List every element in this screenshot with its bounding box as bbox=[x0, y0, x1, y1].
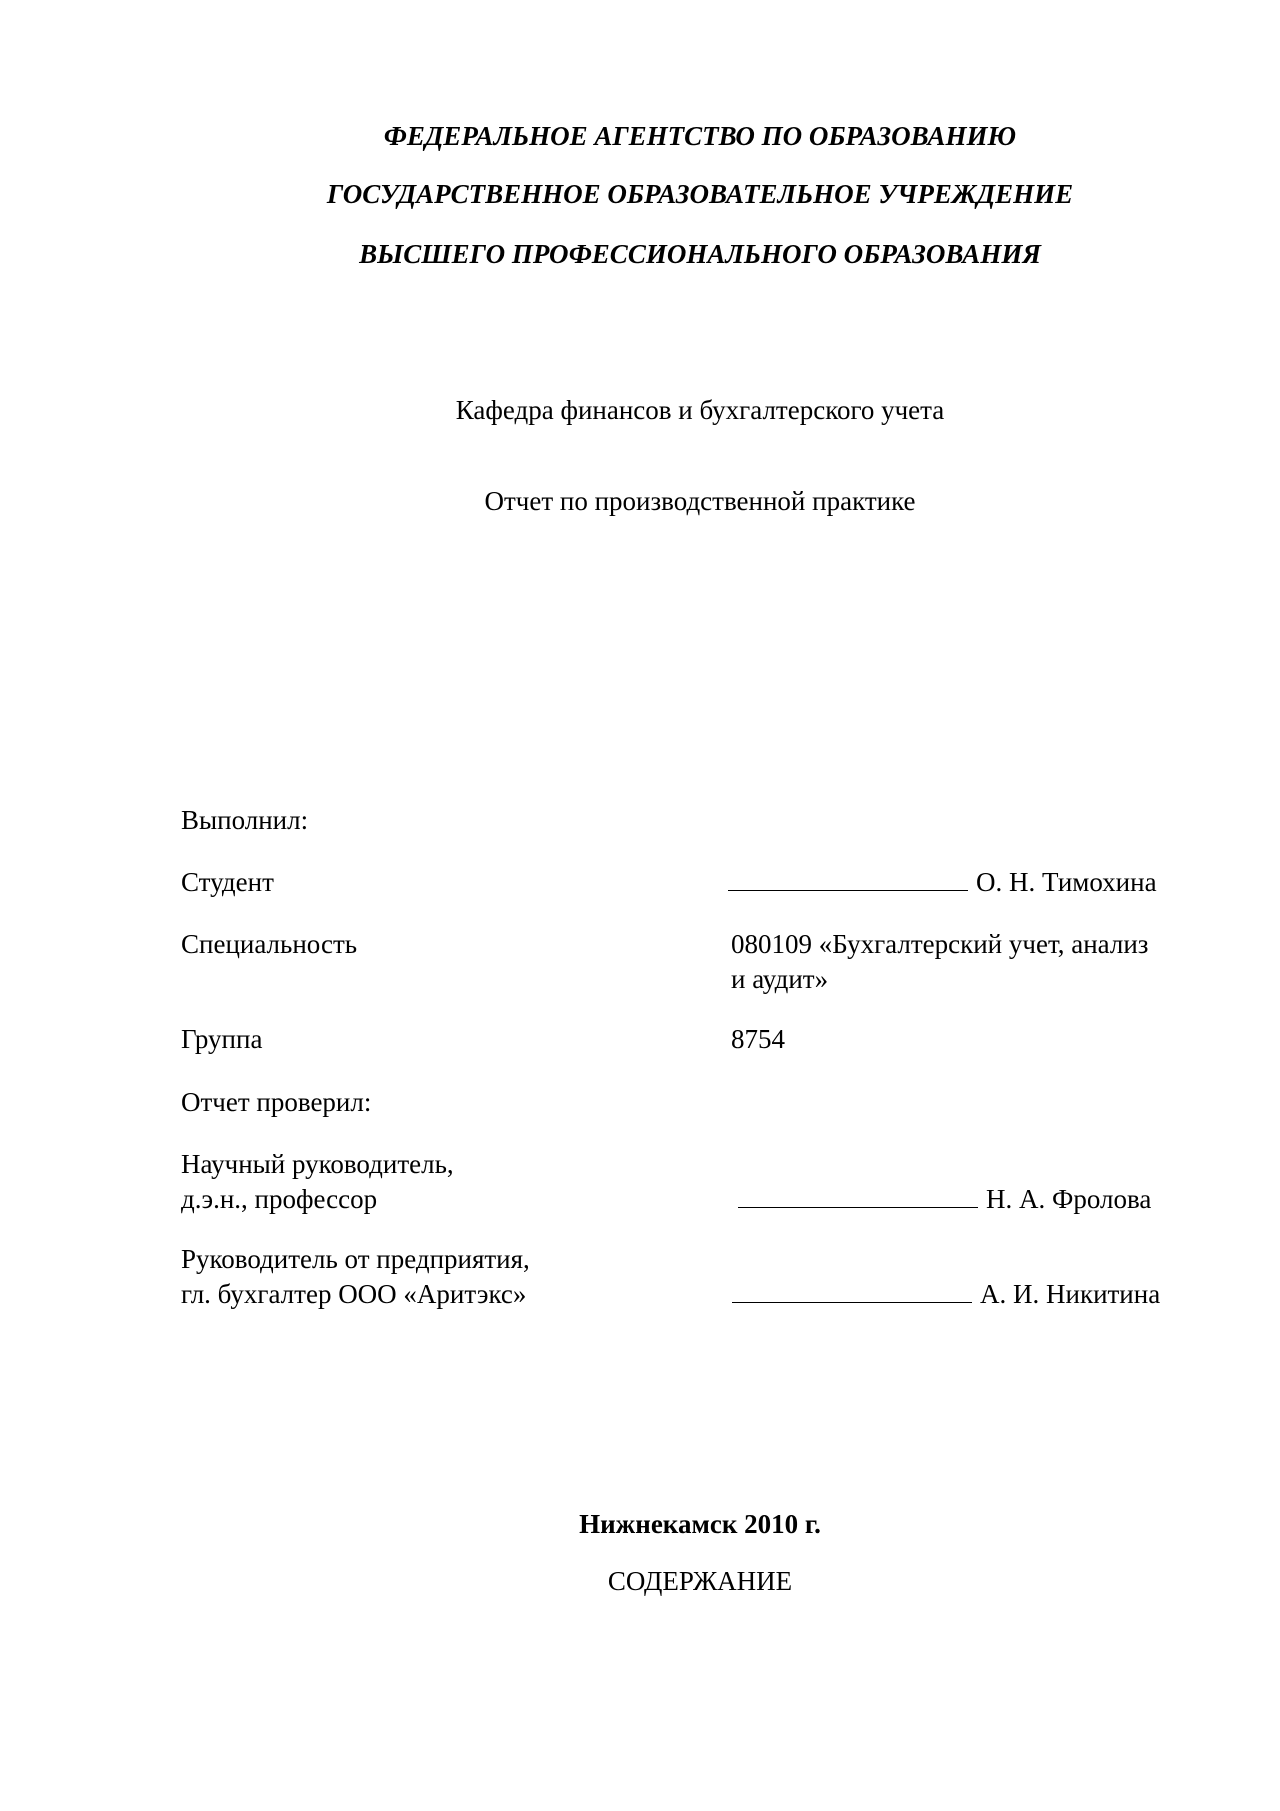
checked-by-label: Отчет проверил: bbox=[181, 1087, 372, 1117]
header-line-2: ГОСУДАРСТВЕННОЕ ОБРАЗОВАТЕЛЬНОЕ УЧРЕЖДЕНИЕ bbox=[326, 179, 1074, 209]
supervisor-name: Н. А. Фролова bbox=[986, 1184, 1152, 1214]
supervisor-signature-row bbox=[738, 1182, 1151, 1216]
supervisor-signature-line bbox=[738, 1183, 978, 1208]
specialty-value-line-1: 080109 «Бухгалтерский учет, анализ bbox=[731, 929, 1149, 959]
company-rep-name: А. И. Никитина bbox=[980, 1279, 1161, 1309]
specialty-value-line-2: и аудит» bbox=[731, 964, 829, 994]
company-label-line-1: Руководитель от предприятия, bbox=[181, 1244, 530, 1274]
city-year: Нижнекамск 2010 г. bbox=[579, 1509, 821, 1539]
supervisor-label-line-1: Научный руководитель, bbox=[181, 1149, 454, 1179]
student-signature-row bbox=[728, 865, 1157, 899]
header-line-3: ВЫСШЕГО ПРОФЕССИОНАЛЬНОГО ОБРАЗОВАНИЯ bbox=[359, 239, 1041, 269]
report-title: Отчет по производственной практике bbox=[484, 486, 916, 516]
student-name: О. Н. Тимохина bbox=[976, 867, 1157, 897]
department-name: Кафедра финансов и бухгалтерского учета bbox=[455, 395, 945, 425]
company-label-line-2: гл. бухгалтер ООО «Аритэкс» bbox=[181, 1279, 527, 1309]
group-label: Группа bbox=[181, 1024, 263, 1054]
supervisor-label-line-2: д.э.н., профессор bbox=[181, 1184, 378, 1214]
group-value: 8754 bbox=[731, 1024, 785, 1054]
header-line-1: ФЕДЕРАЛЬНОЕ АГЕНТСТВО ПО ОБРАЗОВАНИЮ bbox=[383, 121, 1017, 151]
student-label: Студент bbox=[181, 867, 274, 897]
performed-by-label: Выполнил: bbox=[181, 805, 309, 835]
company-signature-line bbox=[732, 1278, 972, 1303]
company-signature-row bbox=[732, 1277, 1160, 1311]
student-signature-line bbox=[728, 866, 968, 891]
contents-heading: СОДЕРЖАНИЕ bbox=[607, 1566, 793, 1596]
specialty-label: Специальность bbox=[181, 929, 358, 959]
